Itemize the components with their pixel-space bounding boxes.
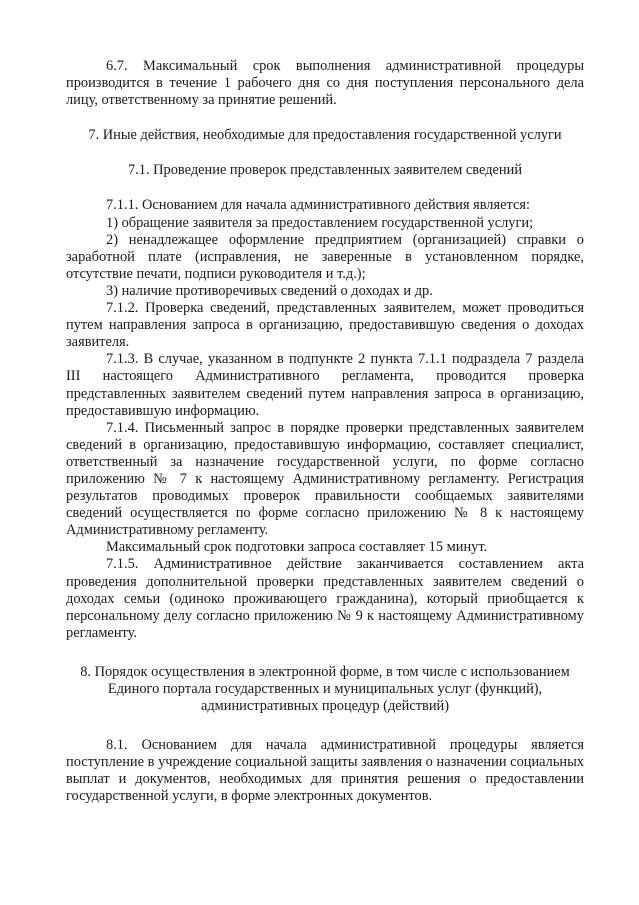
paragraph-8-1: 8.1. Основанием для начала административной процедуры является поступление в учреждение социальной защиты заявления о назначении социальных выплат и документов, необходимых для принятия решения о предоставлении государственной услуги, в форме электронных документов. xyxy=(66,737,584,805)
paragraph-7-1-2: 7.1.2. Проверка сведений, представленных заявителем, может проводиться путем направления запроса в организацию, предоставившую сведения о доходах заявителя. xyxy=(66,300,584,351)
section-7-title: 7. Иные действия, необходимые для предоставления государственной услуги xyxy=(88,127,562,144)
section-8-title-line-1: 8. Порядок осуществления в электронной форме, в том числе с использованием xyxy=(80,663,570,680)
subsection-7-1-title: 7.1. Проведение проверок представленных заявителем сведений xyxy=(127,162,523,179)
section-8-title-line-3: административных процедур (действий) xyxy=(200,698,450,715)
list-item-3: 3) наличие противоречивых сведений о доходах и др. xyxy=(106,282,433,299)
paragraph-7-1-3: 7.1.3. В случае, указанном в подпункте 2 пункта 7.1.1 подраздела 7 раздела III настоящего Административного регламента, проводится проверка представленных заявителем сведений путем направления запроса в организацию, предоставившую информацию. xyxy=(66,351,584,419)
paragraph-7-1-1: 7.1.1. Основанием для начала административного действия является: xyxy=(106,197,530,214)
paragraph-7-1-5: 7.1.5. Административное действие заканчивается составлением акта проведения дополнительной проверки представленных заявителем сведений о доходах семьи (одиноко проживающего гражданина), который приобщается к персональному делу согласно приложению № 9 к настоящему Административному регламенту. xyxy=(66,556,584,641)
paragraph-7-1-4: 7.1.4. Письменный запрос в порядке проверки представленных заявителем сведений в организацию, предоставившую информацию, составляет специалист, ответственный за назначение государственной услуги, по форме согласно приложению № 7 к настоящему Административному регламенту. Регистрация результатов проводимых проверок правильности сообщаемых заявителями сведений осуществляется по форме согласно приложению № 8 к настоящему Административному регламенту. xyxy=(66,419,584,539)
paragraph-max-time: Максимальный срок подготовки запроса составляет 15 минут. xyxy=(106,539,488,556)
paragraph-6-7: 6.7. Максимальный срок выполнения административной процедуры производится в течение 1 рабочего дня со дня поступления персонального дела лицу, ответственному за принятие решений. xyxy=(66,58,584,109)
list-item-2: 2) ненадлежащее оформление предприятием (организацией) справки о заработной плате (исправления, не заверенные в установленном порядке, отсутствие печати, подписи руководителя и т.д.); xyxy=(66,231,584,282)
list-item-1: 1) обращение заявителя за предоставлением государственной услуги; xyxy=(106,214,534,231)
document-body xyxy=(66,58,584,806)
section-8-title-line-2: Единого портала государственных и муниципальных услуг (функций), xyxy=(107,681,543,697)
